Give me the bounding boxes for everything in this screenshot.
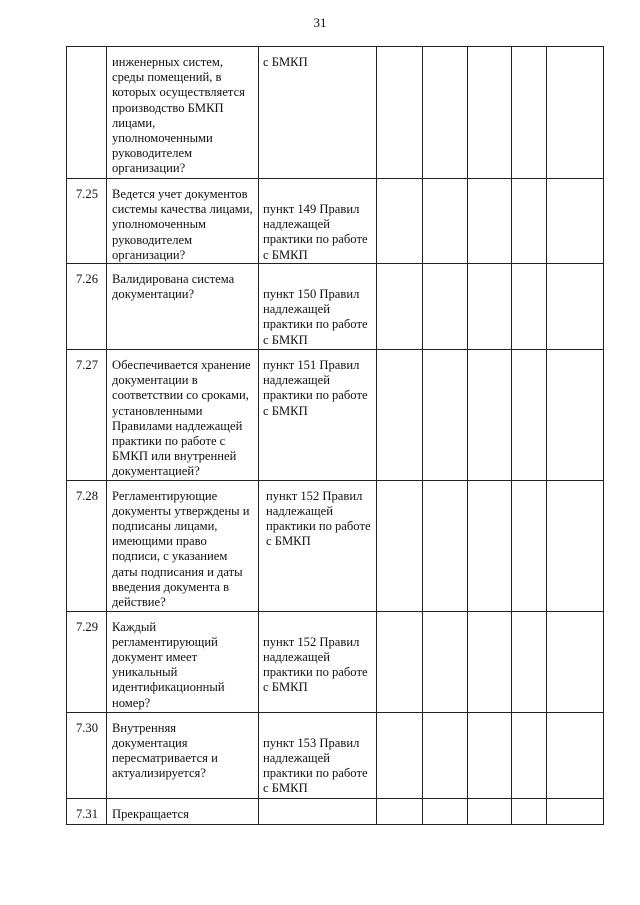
answer-yes-cell[interactable] xyxy=(377,798,423,824)
answer-na-cell[interactable] xyxy=(468,798,512,824)
answer-no-cell[interactable] xyxy=(423,712,468,798)
answer-yes-cell[interactable] xyxy=(377,47,423,179)
answer-yes-cell[interactable] xyxy=(377,480,423,611)
table-row xyxy=(67,611,604,712)
question-cell: Валидирована система документации? xyxy=(107,264,259,350)
answer-na-cell[interactable] xyxy=(468,47,512,179)
extra-cell[interactable] xyxy=(512,798,547,824)
notes-cell[interactable] xyxy=(547,480,604,611)
reference-cell: пункт 149 Правил надлежащей практики по работе с БМКП xyxy=(259,179,377,264)
notes-cell[interactable] xyxy=(547,179,604,264)
table-row xyxy=(67,179,604,264)
answer-na-cell[interactable] xyxy=(468,179,512,264)
answer-yes-cell[interactable] xyxy=(377,350,423,481)
extra-cell[interactable] xyxy=(512,480,547,611)
table-row xyxy=(67,480,604,611)
row-number: 7.27 xyxy=(67,350,107,481)
reference-cell: пункт 152 Правил надлежащей практики по работе с БМКП xyxy=(259,611,377,712)
answer-no-cell[interactable] xyxy=(423,264,468,350)
reference-cell: пункт 152 Правил надлежащей практики по работе с БМКП xyxy=(259,480,377,611)
answer-na-cell[interactable] xyxy=(468,264,512,350)
notes-cell[interactable] xyxy=(547,350,604,481)
reference-cell xyxy=(259,798,377,824)
answer-no-cell[interactable] xyxy=(423,47,468,179)
reference-cell: пункт 153 Правил надлежащей практики по работе с БМКП xyxy=(259,712,377,798)
answer-na-cell[interactable] xyxy=(468,350,512,481)
answer-no-cell[interactable] xyxy=(423,611,468,712)
extra-cell[interactable] xyxy=(512,179,547,264)
extra-cell[interactable] xyxy=(512,264,547,350)
notes-cell[interactable] xyxy=(547,264,604,350)
table-row xyxy=(67,712,604,798)
row-number: 7.29 xyxy=(67,611,107,712)
question-cell: Обеспечивается хранение документации в соответствии со сроками, установленными Правилами надлежащей практики по работе с БМКП или внутренней документацией? xyxy=(107,350,259,481)
answer-no-cell[interactable] xyxy=(423,179,468,264)
question-cell: Регламентирующие документы утверждены и подписаны лицами, имеющими право подписи, с указанием даты подписания и даты введения документа в действие? xyxy=(107,480,259,611)
question-cell: Прекращается xyxy=(107,798,259,824)
row-number: 7.30 xyxy=(67,712,107,798)
answer-na-cell[interactable] xyxy=(468,712,512,798)
extra-cell[interactable] xyxy=(512,611,547,712)
notes-cell[interactable] xyxy=(547,47,604,179)
question-cell: Ведется учет документов системы качества лицами, уполномоченным руководителем организации? xyxy=(107,179,259,264)
checklist-table xyxy=(66,46,604,825)
row-number: 7.25 xyxy=(67,179,107,264)
extra-cell[interactable] xyxy=(512,712,547,798)
notes-cell[interactable] xyxy=(547,798,604,824)
table-row xyxy=(67,350,604,481)
question-cell: инженерных систем, среды помещений, в которых осуществляется производство БМКП лицами, уполномоченными руководителем организации? xyxy=(107,47,259,179)
answer-yes-cell[interactable] xyxy=(377,712,423,798)
extra-cell[interactable] xyxy=(512,350,547,481)
notes-cell[interactable] xyxy=(547,712,604,798)
table-row xyxy=(67,47,604,179)
reference-cell: пункт 150 Правил надлежащей практики по работе с БМКП xyxy=(259,264,377,350)
row-number: 7.31 xyxy=(67,798,107,824)
notes-cell[interactable] xyxy=(547,611,604,712)
question-cell: Внутренняя документация пересматривается и актуализируется? xyxy=(107,712,259,798)
page-number: 31 xyxy=(313,15,327,30)
row-number: 7.28 xyxy=(67,480,107,611)
row-number: 7.26 xyxy=(67,264,107,350)
question-cell: Каждый регламентирующий документ имеет уникальный идентификационный номер? xyxy=(107,611,259,712)
row-number xyxy=(67,47,107,179)
table-row xyxy=(67,798,604,824)
extra-cell[interactable] xyxy=(512,47,547,179)
reference-cell: с БМКП xyxy=(259,47,377,179)
answer-no-cell[interactable] xyxy=(423,480,468,611)
answer-no-cell[interactable] xyxy=(423,350,468,481)
answer-na-cell[interactable] xyxy=(468,611,512,712)
answer-no-cell[interactable] xyxy=(423,798,468,824)
answer-yes-cell[interactable] xyxy=(377,179,423,264)
answer-yes-cell[interactable] xyxy=(377,611,423,712)
reference-cell: пункт 151 Правил надлежащей практики по работе с БМКП xyxy=(259,350,377,481)
table-row xyxy=(67,264,604,350)
answer-yes-cell[interactable] xyxy=(377,264,423,350)
answer-na-cell[interactable] xyxy=(468,480,512,611)
